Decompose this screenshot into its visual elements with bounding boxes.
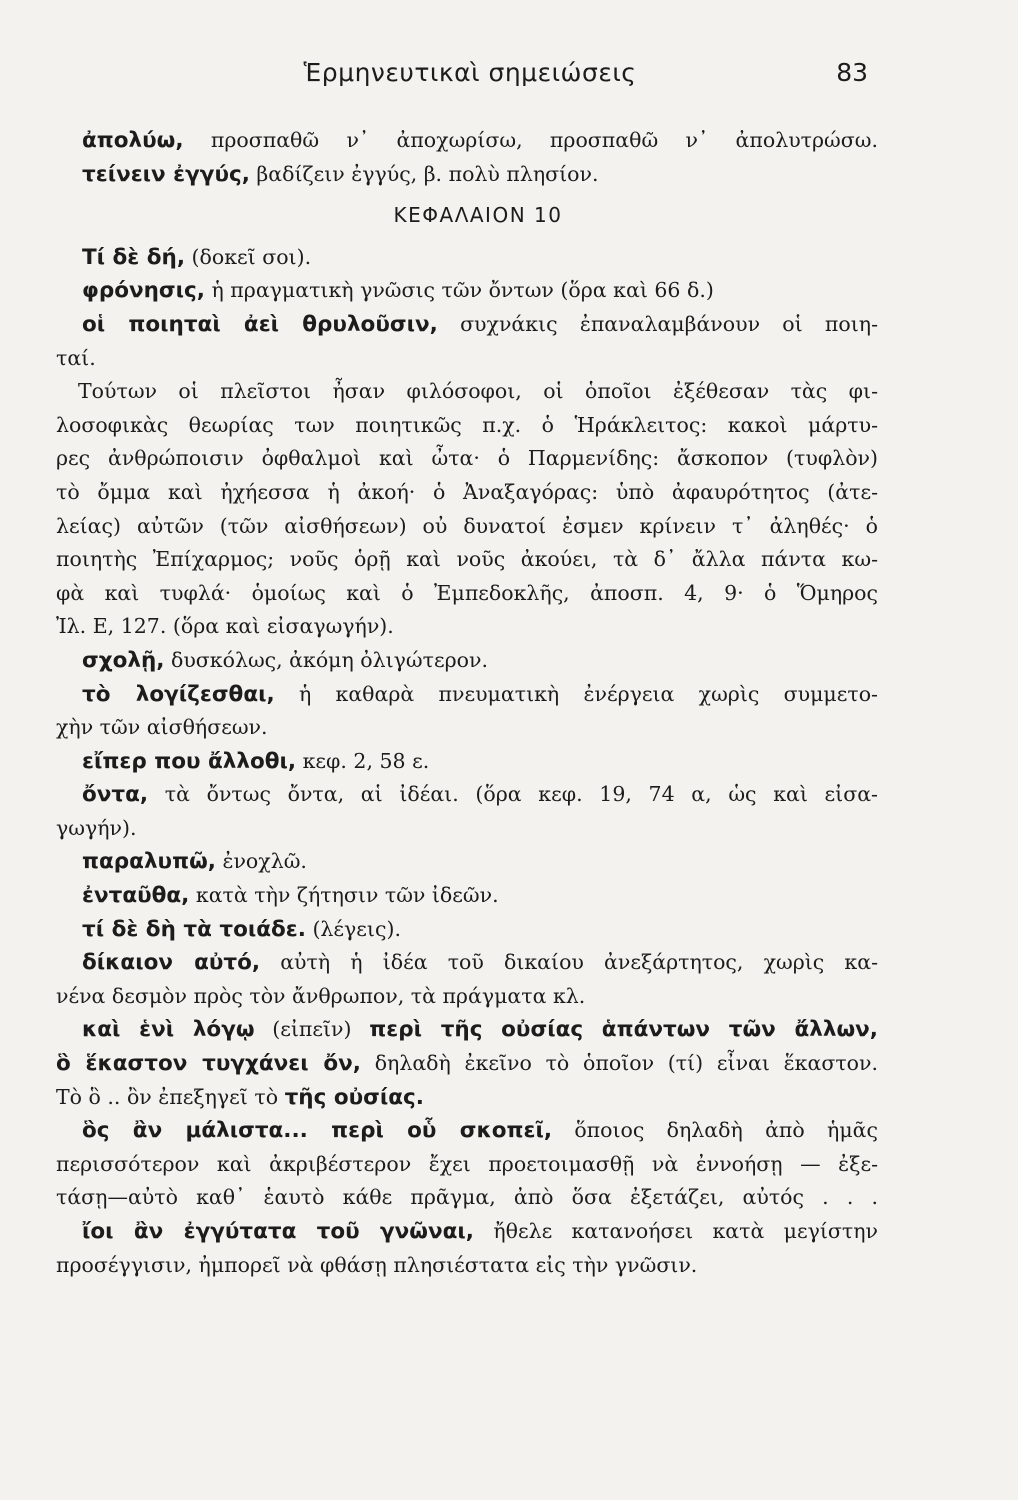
gloss: δηλαδὴ ἐκεῖνο τὸ ὁποῖον (τί) εἶναι ἕκαστον. <box>374 1051 878 1076</box>
gloss: συχνάκις ἐπαναλαμβάνουν οἱ ποιη- <box>460 311 878 336</box>
gloss: τὰ ὄντως ὄντα, αἱ ἰδέαι. (ὅρα κεφ. 19, 74 α, ὡς καὶ εἰσα- <box>164 782 878 807</box>
lemma: καὶ ἑνὶ λόγῳ <box>82 1017 255 1043</box>
gloss: προσπαθῶ ν᾿ ἀποχωρίσω, προσπαθῶ ν᾿ ἀπολυτρώσω. <box>210 128 878 152</box>
entry-eiper <box>78 745 878 779</box>
lemma: τί δὲ δὴ τὰ τοιάδε. <box>82 916 306 942</box>
gloss: ἐνοχλῶ. <box>222 849 307 874</box>
gloss: (εἰπεῖν) <box>272 1017 352 1042</box>
paragraph-line: Ἰλ. Ε, 127. (ὅρα καὶ εἰσαγωγήν). <box>56 614 394 639</box>
paragraph-line: τὸ ὄμμα καὶ ἠχήεσσα ἡ ἀκοή· ὁ Ἀναξαγόρας: ὑπὸ ἀφαυρότητος (ἀτε- <box>56 479 878 504</box>
gloss: ἡ καθαρὰ πνευματικὴ ἐνέργεια χωρὶς συμμετο- <box>298 681 878 706</box>
entry-apolyo <box>78 124 878 158</box>
gloss: αὐτὴ ἡ ἰδέα τοῦ δικαίου ἀνεξάρτητος, χωρὶς κα- <box>280 950 879 975</box>
gloss-continuation: προσέγγισιν, ἠμπορεῖ νὰ φθάσῃ πλησιέστατα εἰς τὴν γνῶσιν. <box>56 1252 698 1277</box>
entry-entautha <box>78 879 878 913</box>
page-number: 83 <box>836 58 868 87</box>
entry-phronesis <box>78 274 878 308</box>
entry-logizesthai <box>78 678 878 712</box>
lemma: τὸ λογίζεσθαι, <box>82 681 275 707</box>
entry-ousia-line2 <box>56 1047 878 1081</box>
chapter-heading: ΚΕΦΑΛΑΙΟΝ 10 <box>393 203 563 228</box>
gloss-continuation: γωγήν). <box>56 815 137 840</box>
lemma: σχολῇ, <box>82 647 165 673</box>
paragraph-line: ρες ἀνθρώποισιν ὀφθαλμοὶ καὶ ὦτα· ὁ Παρμενίδης: ἄσκοπον (τυφλὸν) <box>56 446 878 471</box>
lemma: παραλυπῶ, <box>82 849 216 875</box>
paragraph-line: λοσοφικὰς θεωρίας των ποιητικῶς π.χ. ὁ Ἡράκλειτος: κακοὶ μάρτυ- <box>56 412 878 437</box>
gloss: ἡ πραγματικὴ γνῶσις τῶν ὄντων (ὅρα καὶ 66 δ.) <box>211 278 714 303</box>
lemma: εἴπερ που ἄλλοθι, <box>82 748 297 774</box>
gloss: κατὰ τὴν ζήτησιν τῶν ἰδεῶν. <box>195 883 499 908</box>
lemma: τῆς οὐσίας. <box>284 1084 424 1110</box>
gloss-continuation: περισσότερον καὶ ἀκριβέστερον ἔχει προετοιμασθῇ νὰ ἐννοήσῃ — ἐξε- <box>56 1151 878 1176</box>
lemma: ὃς ἂν μάλιστα... περὶ οὗ σκοπεῖ, <box>82 1118 553 1144</box>
lemma: τείνειν ἐγγύς, <box>82 161 250 187</box>
entry-schole <box>78 644 878 678</box>
running-header: Ἑρμηνευτικαὶ σημειώσεις <box>303 58 637 87</box>
paragraph-line: Τούτων οἱ πλεῖστοι ἦσαν φιλόσοφοι, οἱ ὁποῖοι ἐξέθεσαν τὰς φι- <box>78 379 878 404</box>
gloss-continuation: χὴν τῶν αἰσθήσεων. <box>56 715 268 740</box>
entry-ti-de-de-ta-toiade <box>78 913 878 947</box>
lemma: Τί δὲ δή, <box>82 244 185 270</box>
entry-ousia-line3 <box>56 1081 878 1115</box>
gloss: (λέγεις). <box>312 916 401 941</box>
gloss: βαδίζειν ἐγγύς, β. πολὺ πλησίον. <box>256 161 599 186</box>
lemma: φρόνησις, <box>82 278 205 304</box>
lemma: ὃ ἕκαστον τυγχάνει ὄν, <box>56 1051 361 1077</box>
entry-dikaion <box>78 946 878 980</box>
paragraph-line: λείας) αὐτῶν (τῶν αἰσθήσεων) οὐ δυνατοί ἐσμεν κρίνειν τ᾿ ἀληθές· ὁ <box>56 513 878 538</box>
gloss-continuation: τάσῃ—αὐτὸ καθ᾿ ἑαυτὸ κάθε πρᾶγμα, ἀπὸ ὅσα ἐξετάζει, αὐτός . . . <box>56 1185 878 1210</box>
entry-ioi-an <box>78 1215 878 1249</box>
lemma: ἴοι ἂν ἐγγύτατα τοῦ γνῶναι, <box>82 1219 474 1244</box>
lemma: οἱ ποιηταὶ ἀεὶ θρυλοῦσιν, <box>82 311 438 337</box>
gloss: Τὸ ὃ .. ὂν ἐπεξηγεῖ τὸ <box>56 1084 279 1109</box>
lemma: ἀπολύω, <box>82 128 184 153</box>
entry-paralypo <box>78 845 878 879</box>
commentary-body <box>56 124 879 1282</box>
gloss-continuation: νένα δεσμὸν πρὸς τὸν ἄνθρωπον, τὰ πράγματα κλ. <box>56 983 586 1008</box>
lemma: ὄντα, <box>82 782 149 808</box>
entry-poietai <box>78 308 878 342</box>
paragraph-line: ποιητὴς Ἐπίχαρμος; νοῦς ὁρῇ καὶ νοῦς ἀκούει, τὰ δ᾿ ἄλλα πάντα κω- <box>56 547 878 572</box>
gloss: δυσκόλως, ἀκόμη ὀλιγώτερον. <box>171 647 488 672</box>
entry-ti-de-de <box>78 241 878 275</box>
entry-teinein <box>78 158 878 192</box>
entry-onta <box>78 778 878 812</box>
lemma: ἐνταῦθα, <box>82 883 190 909</box>
gloss: ἤθελε κατανοήσει κατὰ μεγίστην <box>493 1219 878 1243</box>
gloss: (δοκεῖ σοι). <box>191 244 312 269</box>
gloss-continuation: ταί. <box>56 345 96 370</box>
entry-malista <box>78 1114 878 1148</box>
lemma: δίκαιον αὐτό, <box>82 950 261 976</box>
entry-ousia <box>78 1013 878 1047</box>
paragraph-line: φὰ καὶ τυφλά· ὁμοίως καὶ ὁ Ἐμπεδοκλῆς, ἀποσπ. 4, 9· ὁ Ὅμηρος <box>56 580 878 605</box>
gloss: ὅποιος δηλαδὴ ἀπὸ ἡμᾶς <box>574 1118 878 1143</box>
gloss: κεφ. 2, 58 ε. <box>302 748 430 773</box>
lemma: περὶ τῆς οὐσίας ἁπάντων τῶν ἄλλων, <box>369 1017 878 1043</box>
